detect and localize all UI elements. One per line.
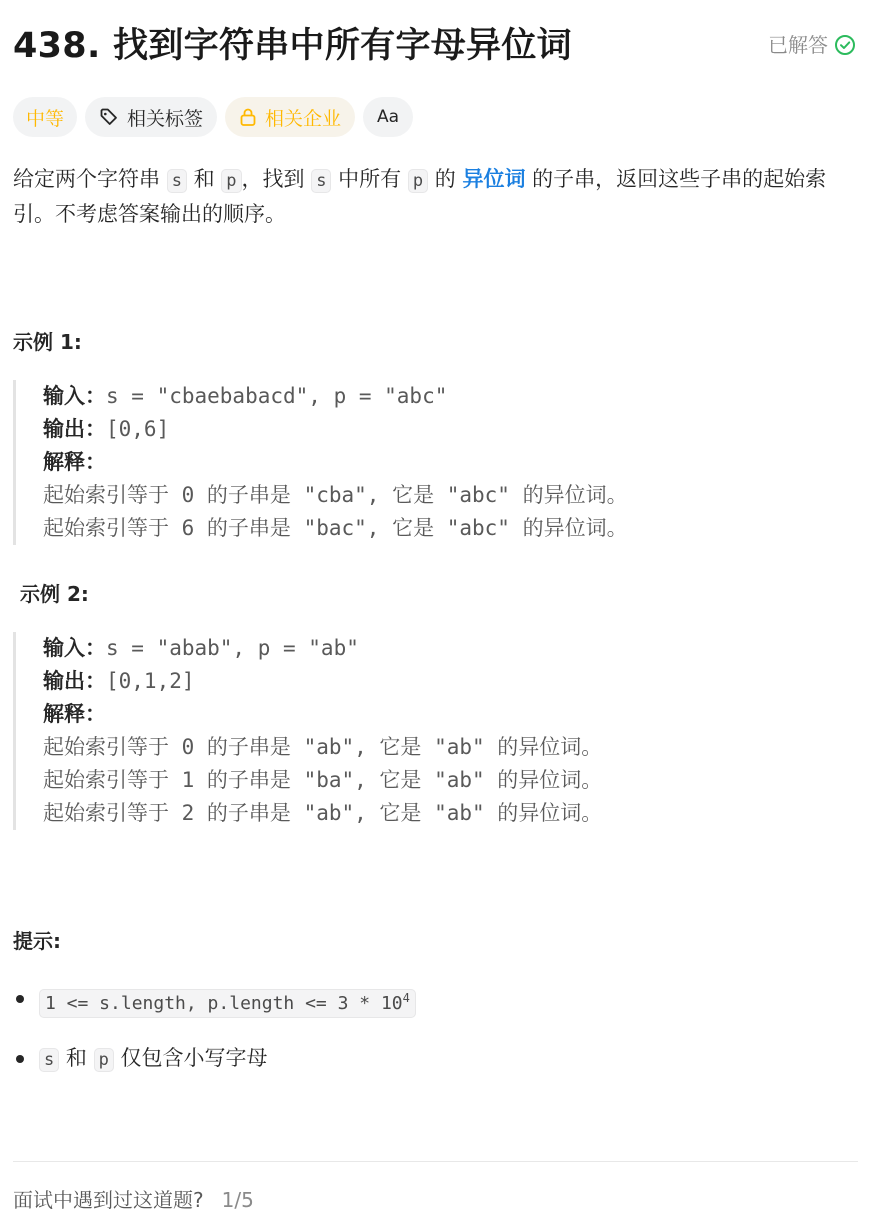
desc-text: 给定两个字符串 xyxy=(13,167,167,191)
code-s: s xyxy=(39,1048,59,1072)
example-input: s = "abab", p = "ab" xyxy=(106,636,359,660)
lock-icon xyxy=(239,107,257,127)
example-output: [0,6] xyxy=(106,417,170,441)
bullet-icon xyxy=(16,1055,24,1063)
explain-line: 起始索引等于 0 的子串是 "ab", 它是 "ab" 的异位词。 xyxy=(43,735,603,759)
tag-icon xyxy=(99,107,119,127)
example-2-block xyxy=(13,632,602,830)
desc-text: ，找到 xyxy=(241,167,312,191)
explain-line: 起始索引等于 2 的子串是 "ab", 它是 "ab" 的异位词。 xyxy=(43,801,603,825)
code-p: p xyxy=(94,1048,114,1072)
hint-item xyxy=(13,1040,858,1078)
explain-line: 起始索引等于 6 的子串是 "bac", 它是 "abc" 的异位词。 xyxy=(43,516,628,540)
problem-description xyxy=(13,163,858,231)
constraint-code xyxy=(39,989,416,1018)
interview-count: 1/5 xyxy=(221,1188,254,1212)
interview-question-text: 面试中遇到过这道题? xyxy=(13,1188,204,1212)
example-input: s = "cbaebabacd", p = "abc" xyxy=(106,384,448,408)
desc-text: 和 xyxy=(186,167,222,191)
difficulty-label: 中等 xyxy=(26,107,65,130)
companies-tag-label: 相关企业 xyxy=(265,107,342,130)
output-label: 输出： xyxy=(43,669,106,693)
output-label: 输出： xyxy=(43,417,106,441)
solved-status xyxy=(768,32,856,58)
divider xyxy=(13,1161,858,1162)
example-1-title: 示例 1: xyxy=(13,330,82,354)
translate-icon: Aa xyxy=(377,107,400,127)
example-output: [0,1,2] xyxy=(106,669,195,693)
hint-text: 仅包含小写字母 xyxy=(113,1046,268,1070)
example-1-block xyxy=(13,380,628,545)
input-label: 输入： xyxy=(43,384,106,408)
topics-tag-label: 相关标签 xyxy=(127,107,204,130)
hints-list xyxy=(13,980,858,1096)
explain-label: 解释： xyxy=(43,702,106,726)
example-2-title: 示例 2: xyxy=(20,582,89,606)
companies-tag-button[interactable] xyxy=(225,97,355,137)
font-toggle-button[interactable] xyxy=(363,97,413,137)
tag-bar xyxy=(13,97,413,137)
title-row xyxy=(13,20,858,72)
hint-text: 和 xyxy=(59,1046,94,1070)
solved-label: 已解答 xyxy=(768,33,828,57)
constraint-text: 1 <= s.length, p.length <= 3 * 10 xyxy=(45,993,403,1014)
code-p: p xyxy=(408,169,428,193)
explain-line: 起始索引等于 0 的子串是 "cba", 它是 "abc" 的异位词。 xyxy=(43,483,628,507)
desc-text: 的 xyxy=(428,167,463,191)
constraint-exponent: 4 xyxy=(402,991,410,1005)
hint-item xyxy=(13,980,858,1022)
desc-text: 中所有 xyxy=(331,167,408,191)
difficulty-badge xyxy=(13,97,77,137)
bullet-icon xyxy=(16,995,24,1003)
anagram-link[interactable]: 异位词 xyxy=(462,167,526,191)
check-circle-icon xyxy=(834,34,856,56)
problem-title[interactable]: 438. 找到字符串中所有字母异位词 xyxy=(13,26,572,66)
explain-line: 起始索引等于 1 的子串是 "ba", 它是 "ab" 的异位词。 xyxy=(43,768,603,792)
code-p: p xyxy=(221,169,241,193)
hints-title: 提示: xyxy=(13,929,61,953)
topics-tag-button[interactable] xyxy=(85,97,217,137)
input-label: 输入： xyxy=(43,636,106,660)
code-s: s xyxy=(311,169,331,193)
code-s: s xyxy=(167,169,187,193)
explain-label: 解释： xyxy=(43,450,106,474)
desc-text: 的子串，返回这些子串的起始索引。不考虑答案输出的顺序。 xyxy=(13,167,827,226)
